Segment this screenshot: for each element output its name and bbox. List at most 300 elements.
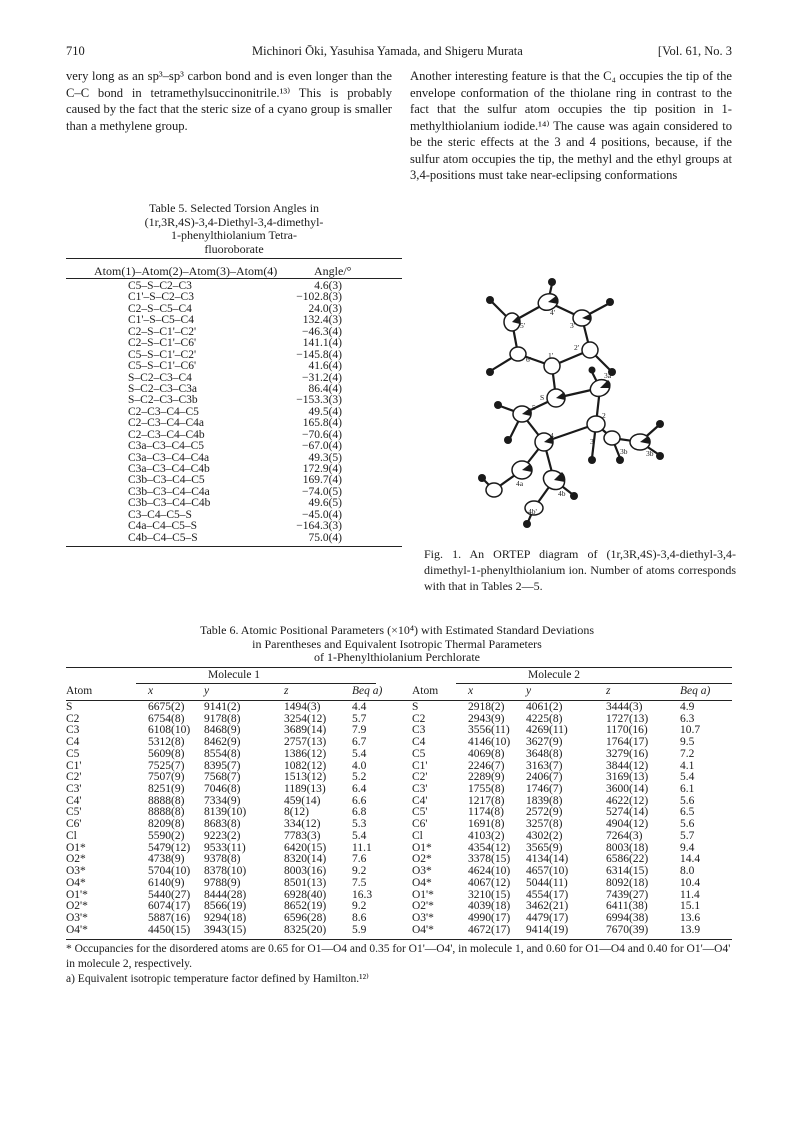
table6-header-z-m1: z: [284, 685, 289, 697]
table6-caption-line: in Parentheses and Equivalent Isotropic Thermal Parameters: [252, 636, 542, 651]
torsion-angle: 141.1(4): [302, 337, 342, 350]
table6-cell-x: 5440(27): [148, 888, 191, 901]
table6-cell-beq: 4.0: [352, 759, 367, 772]
atom-label: 4b': [528, 507, 537, 516]
molecule1-heading: Molecule 1: [208, 669, 261, 681]
table6-cell-y: 8378(10): [204, 865, 247, 878]
table6-cell-z: 3254(12): [284, 712, 327, 725]
table5-header: [66, 262, 402, 278]
torsion-angle: −31.2(4): [301, 371, 342, 384]
table6-cell-z: 6596(28): [284, 911, 327, 924]
torsion-angle: −74.0(5): [301, 485, 342, 498]
table6-cell-z: 8003(18): [606, 841, 649, 854]
table6-cell-atom: O1*: [66, 841, 86, 854]
table6-cell-y: 9414(19): [526, 923, 569, 936]
torsion-angle: 169.7(4): [302, 474, 342, 487]
atom-label: 2: [602, 411, 606, 420]
table6-footnotes: [66, 942, 732, 987]
running-header: [66, 44, 732, 60]
table6-cell-x: 5479(12): [148, 841, 191, 854]
table6-cell-y: 4554(17): [526, 888, 569, 901]
atom-label: 6': [526, 355, 532, 364]
table6-cell-y: 4657(10): [526, 865, 569, 878]
table6-cell-y: 5044(11): [526, 876, 568, 889]
torsion-atoms: C3a–C3–C4–C5: [128, 440, 205, 453]
table6-cell-beq: 15.1: [680, 900, 701, 913]
table6-cell-x: 1174(8): [468, 806, 504, 819]
table6-cell-z: 6586(22): [606, 853, 649, 866]
table6-cell-x: 4146(10): [468, 736, 511, 749]
table6-cell-y: 9378(8): [204, 853, 241, 866]
table6-cell-beq: 7.2: [680, 747, 695, 760]
table6-cell-y: 2406(7): [526, 771, 563, 784]
table6-cell-z: 8092(18): [606, 876, 649, 889]
table6-cell-beq: 10.7: [680, 724, 701, 737]
table6-cell-x: 4069(8): [468, 747, 505, 760]
table6-cell-beq: 5.4: [680, 771, 695, 784]
table6-cell-z: 3600(14): [606, 783, 649, 796]
torsion-angle: 172.9(4): [302, 463, 342, 475]
table6-cell-y: 8468(9): [204, 724, 241, 737]
table6-cell-y: 3163(7): [526, 759, 563, 772]
table6-cell-z: 7670(39): [606, 923, 649, 936]
table6-cell-atom: C2: [412, 712, 426, 725]
table6-cell-z: 2757(13): [284, 736, 327, 749]
torsion-atoms: C3–C4–C5–S: [128, 508, 192, 521]
table5-row: [66, 315, 402, 326]
table6-cell-x: 6108(10): [148, 724, 191, 737]
table6-cell-x: 1691(8): [468, 818, 505, 831]
table6-cell-x: 4624(10): [468, 865, 511, 878]
table6-cell-x: 4450(15): [148, 923, 191, 936]
table5-row: [66, 475, 402, 486]
table6-header-beq-m2: Beq a): [680, 685, 711, 697]
table6-row: [66, 831, 728, 843]
table6-cell-atom: O4'*: [412, 923, 434, 936]
table6-cell-beq: 4.9: [680, 701, 695, 713]
torsion-atoms: C5–S–C2–C3: [128, 280, 192, 292]
torsion-atoms: C2–S–C5–C4: [128, 302, 192, 315]
table6-cell-y: 9788(9): [204, 876, 241, 889]
table6-cell-y: 7046(8): [204, 783, 241, 796]
table6-cell-x: 2918(2): [468, 701, 505, 713]
torsion-angle: −102.8(3): [296, 291, 342, 304]
atom-label: 2': [574, 343, 580, 352]
table6-header-y-m1: y: [204, 685, 210, 697]
table6-caption: [66, 624, 728, 665]
atom-label: 3b: [620, 447, 628, 456]
table6-cell-atom: S: [412, 701, 419, 713]
table6-cell-beq: 6.8: [352, 806, 367, 819]
table6-cell-x: 4067(12): [468, 876, 511, 889]
table6-cell-y: 9141(2): [204, 701, 241, 713]
table6-row: [66, 925, 728, 937]
table6-cell-beq: 5.2: [352, 771, 367, 784]
table6-cell-z: 8325(20): [284, 923, 327, 936]
table6-cell-z: 8(12): [284, 806, 309, 819]
table6-cell-z: 4622(12): [606, 794, 649, 807]
torsion-atoms: C3a–C3–C4–C4b: [128, 463, 210, 475]
table6-header-x-m1: x: [148, 685, 154, 697]
table5-row: [66, 510, 402, 521]
table6-cell-y: 9223(2): [204, 829, 241, 842]
torsion-atoms: S–C2–C3–C3b: [128, 394, 198, 407]
table6-top-rule: [66, 667, 732, 668]
table6-cell-beq: 11.4: [680, 888, 700, 901]
table6-cell-x: 6754(8): [148, 712, 185, 725]
table6-cell-atom: O1*: [412, 841, 432, 854]
table6-header-atom-m1: Atom: [66, 685, 93, 697]
atom-label: 1': [548, 351, 554, 360]
table6-cell-beq: 7.6: [352, 853, 367, 866]
table6-cell-z: 8501(13): [284, 876, 327, 889]
table6-cell-z: 459(14): [284, 794, 321, 807]
table6-cell-atom: C4': [412, 794, 428, 807]
table5-row: [66, 292, 402, 303]
table5-row: [66, 418, 402, 429]
torsion-atoms: C5–S–C1'–C2': [128, 348, 197, 361]
table5-row: [66, 407, 402, 418]
table5-row: [66, 373, 402, 384]
table6-header-x-m2: x: [468, 685, 474, 697]
table6-cell-x: 8888(8): [148, 806, 185, 819]
table6-cell-beq: 6.1: [680, 783, 695, 796]
table5-col-angle: Angle/°: [314, 264, 352, 278]
table6-cell-beq: 14.4: [680, 853, 701, 866]
table6-cell-beq: 6.7: [352, 736, 367, 749]
table5-caption-line: 1-phenylthiolanium Tetra-: [171, 228, 297, 242]
table5-mid-rule: [66, 278, 402, 279]
table5-row: [66, 521, 402, 532]
torsion-atoms: S–C2–C3–C4: [128, 371, 192, 384]
table6-cell-z: 6314(15): [606, 865, 649, 878]
table6-cell-x: 7507(9): [148, 771, 185, 784]
table6-cell-x: 7525(7): [148, 759, 185, 772]
table6-row: [66, 878, 728, 890]
table6-cell-y: 2572(9): [526, 806, 563, 819]
table6-row: [66, 749, 728, 761]
torsion-atoms: C2–C3–C4–C4a: [128, 417, 205, 430]
table6-cell-x: 4039(18): [468, 900, 511, 913]
table6-cell-atom: S: [66, 701, 73, 713]
table6-cell-y: 8566(19): [204, 900, 247, 913]
table6-cell-beq: 9.4: [680, 841, 695, 854]
torsion-atoms: S–C2–C3–C3a: [128, 382, 198, 395]
table6-cell-beq: 8.0: [680, 865, 695, 878]
table6-cell-atom: O2'*: [412, 900, 434, 913]
table6-cell-z: 8320(14): [284, 853, 327, 866]
page-number: 710: [66, 44, 85, 58]
table6-cell-beq: 7.5: [352, 876, 367, 889]
table5-caption-line: (1r,3R,4S)-3,4-Diethyl-3,4-dimethyl-: [144, 214, 324, 229]
torsion-atoms: C2–C3–C4–C4b: [128, 428, 205, 441]
table6-cell-atom: C6': [412, 818, 428, 831]
table6-cell-atom: C3': [66, 783, 82, 796]
table6-cell-y: 8444(28): [204, 888, 247, 901]
table6-cell-z: 8003(16): [284, 865, 327, 878]
table6-row: [66, 784, 728, 796]
table6-cell-beq: 13.9: [680, 923, 701, 936]
molecule2-rule: [456, 683, 732, 684]
torsion-angle: −145.8(4): [296, 348, 342, 361]
table6-cell-y: 9533(11): [204, 841, 246, 854]
table5-row: [66, 395, 402, 406]
table6-cell-z: 8652(19): [284, 900, 327, 913]
table6-cell-y: 3565(9): [526, 841, 563, 854]
table6-cell-x: 3210(15): [468, 888, 511, 901]
torsion-angle: −67.0(4): [301, 440, 342, 453]
table6-cell-y: 9178(8): [204, 712, 241, 725]
table6-group-header: [0, 669, 793, 683]
table6-cell-z: 1494(3): [284, 701, 321, 713]
body-text-right: Another interesting feature is that the C₄ occupies the tip of the envelope conformation of the thiolane ring in contrast to the fact that the sulfur atom occupies the tip position in 1-methylthiolanium iodide.¹⁴⁾ The cause was again considered to be the steric effects at the 3 and 4 positions, because, if the sulfur atom occupies the tip, the methyl and the ethyl groups at 3,4-positions must take near-eclipsing conformations: [410, 69, 732, 182]
table6-cell-atom: C1': [66, 759, 82, 772]
table6-header-z-m2: z: [606, 685, 611, 697]
table6-cell-beq: 9.2: [352, 865, 367, 878]
atom-label: 5': [520, 321, 526, 330]
table6-cell-atom: O4*: [66, 876, 86, 889]
table6-cell-z: 1513(12): [284, 771, 327, 784]
table6-cell-x: 5312(8): [148, 736, 185, 749]
table6-cell-atom: O3*: [412, 865, 432, 878]
table6-cell-y: 3462(21): [526, 900, 569, 913]
table6-cell-beq: 9.2: [352, 900, 367, 913]
table6-cell-z: 3279(16): [606, 747, 649, 760]
table6-cell-y: 1839(8): [526, 794, 563, 807]
table6-cell-atom: C2: [66, 712, 80, 725]
table6-cell-y: 4134(14): [526, 853, 569, 866]
torsion-atoms: C3a–C3–C4–C4a: [128, 451, 210, 464]
table6-cell-z: 1170(16): [606, 724, 648, 737]
torsion-angle: −164.3(3): [296, 520, 342, 533]
table6-column-header: [66, 685, 728, 699]
table6-cell-x: 5590(2): [148, 829, 185, 842]
atom-labels: [516, 308, 656, 516]
table5-body: [66, 281, 402, 544]
table6-cell-beq: 5.4: [352, 829, 367, 842]
table6-cell-z: 7783(3): [284, 829, 321, 842]
table6-header-beq-m1: Beq a): [352, 685, 383, 697]
table6-cell-y: 8139(10): [204, 806, 247, 819]
table6-cell-atom: C3': [412, 783, 428, 796]
torsion-atoms: C4b–C4–C5–S: [128, 531, 198, 544]
torsion-angle: 24.0(3): [308, 302, 342, 315]
table6-cell-atom: C3: [66, 724, 80, 737]
table6-cell-y: 4061(2): [526, 701, 563, 713]
table6-cell-x: 4354(12): [468, 841, 511, 854]
torsion-angle: −45.0(4): [301, 508, 342, 521]
table6-cell-x: 8251(9): [148, 783, 185, 796]
table6-cell-y: 3257(8): [526, 818, 563, 831]
torsion-atoms: C5–S–C1'–C6': [128, 360, 197, 373]
table6-cell-x: 4990(17): [468, 911, 511, 924]
table6-cell-y: 3943(15): [204, 923, 247, 936]
table6-cell-beq: 8.6: [352, 911, 367, 924]
atom-label: 3b': [646, 449, 655, 458]
table5-caption-line: fluoroborate: [204, 241, 264, 256]
table5-row: [66, 453, 402, 464]
table6-cell-y: 7568(7): [204, 771, 241, 784]
table6-cell-beq: 13.6: [680, 911, 701, 924]
table6-cell-beq: 5.7: [680, 829, 695, 842]
table6-cell-x: 8209(8): [148, 818, 185, 831]
table5-row: [66, 464, 402, 475]
table6-cell-y: 1746(7): [526, 783, 563, 796]
table6-cell-beq: 5.9: [352, 923, 367, 936]
torsion-angle: −70.6(4): [301, 428, 342, 441]
torsion-atoms: C3b–C3–C4–C4a: [128, 485, 210, 498]
table6-row: [66, 913, 728, 925]
table6-cell-beq: 4.4: [352, 701, 367, 713]
molecule1-rule: [136, 683, 376, 684]
table5-row: [66, 384, 402, 395]
figure1-caption: Fig. 1. An ORTEP diagram of (1r,3R,4S)-3,4-diethyl-3,4-dimethyl-1-phenylthiolanium ion. Number of atoms corresponds with that in Tables 2—5.: [424, 547, 736, 593]
table6-cell-x: 6074(17): [148, 900, 191, 913]
table5-row: [66, 441, 402, 452]
table5-row: [66, 281, 402, 292]
torsion-atoms: C2–C3–C4–C5: [128, 405, 199, 418]
table6-cell-atom: O1'*: [412, 888, 434, 901]
table6-cell-z: 3689(14): [284, 724, 327, 737]
table6-header-atom-m2: Atom: [412, 685, 439, 697]
torsion-atoms: C4a–C4–C5–S: [128, 520, 198, 533]
table6-cell-y: 3648(8): [526, 747, 563, 760]
table5-caption-line: Table 5. Selected Torsion Angles in: [148, 201, 320, 215]
table6-cell-z: 6420(15): [284, 841, 327, 854]
footnote-a: a) Equivalent isotropic temperature factor defined by Hamilton.¹²⁾: [66, 973, 369, 985]
atom-label: 5: [532, 403, 536, 412]
table6-cell-y: 4479(17): [526, 911, 569, 924]
table6-cell-atom: C6': [66, 818, 82, 831]
table6-cell-beq: 6.4: [352, 783, 367, 796]
table6-cell-y: 8683(8): [204, 818, 241, 831]
torsion-angle: −46.3(4): [301, 325, 342, 338]
torsion-angle: 41.6(4): [308, 360, 342, 373]
table6-cell-atom: C5: [66, 747, 80, 760]
table6-caption-line: Table 6. Atomic Positional Parameters (×10⁴) with Estimated Standard Deviations: [199, 623, 595, 637]
table6-cell-atom: C3: [412, 724, 426, 737]
table6-row: [66, 702, 728, 714]
atom-label: 3: [590, 437, 594, 446]
torsion-angle: 49.6(5): [308, 497, 342, 510]
table5-row: [66, 361, 402, 372]
torsion-angle: 4.6(3): [314, 280, 342, 292]
table6-body: [66, 702, 728, 936]
table6-cell-y: 8554(8): [204, 747, 241, 760]
table6-cell-beq: 5.6: [680, 794, 695, 807]
table6-cell-beq: 9.5: [680, 736, 695, 749]
table6-cell-atom: Cl: [66, 829, 77, 842]
table6-cell-beq: 4.1: [680, 759, 695, 772]
torsion-angle: 165.8(4): [302, 417, 342, 430]
table6-cell-atom: C1': [412, 759, 428, 772]
torsion-atoms: C2–S–C1'–C2': [128, 325, 197, 338]
atom-label: S: [540, 393, 545, 402]
table5-top-rule: [66, 258, 402, 259]
table6-cell-z: 1764(17): [606, 736, 649, 749]
table6-cell-atom: C4: [412, 736, 426, 749]
table6-cell-x: 8888(8): [148, 794, 185, 807]
table6-cell-beq: 11.1: [352, 841, 372, 854]
table6-cell-atom: O2*: [66, 853, 86, 866]
table6-bottom-rule: [66, 939, 732, 940]
table6-cell-z: 7264(3): [606, 829, 643, 842]
table6-cell-z: 7439(27): [606, 888, 649, 901]
table6-cell-z: 1189(13): [284, 783, 326, 796]
torsion-atoms: C3b–C3–C4–C5: [128, 474, 205, 487]
table6-cell-atom: C4': [66, 794, 82, 807]
author-line: Michinori Ōki, Yasuhisa Yamada, and Shigeru Murata: [252, 44, 523, 58]
table6-cell-y: 3627(9): [526, 736, 563, 749]
table6-caption-line: of 1-Phenylthiolanium Perchlorate: [314, 650, 480, 664]
table6-cell-atom: Cl: [412, 829, 423, 842]
table6-cell-atom: O1'*: [66, 888, 88, 901]
table6-cell-x: 2943(9): [468, 712, 505, 725]
table6-cell-beq: 10.4: [680, 876, 701, 889]
table6-cell-z: 1727(13): [606, 712, 649, 725]
table6-cell-atom: O4*: [412, 876, 432, 889]
table6-cell-x: 6675(2): [148, 701, 185, 713]
table6-cell-x: 4103(2): [468, 829, 505, 842]
table6-cell-atom: O2*: [412, 853, 432, 866]
table5-row: [66, 487, 402, 498]
table6-cell-atom: O3'*: [412, 911, 434, 924]
table6-cell-beq: 5.4: [352, 747, 367, 760]
table5-row: [66, 304, 402, 315]
table6-cell-atom: C5': [412, 806, 428, 819]
atom-label: 4: [550, 431, 554, 440]
table5-row: [66, 498, 402, 509]
table6-cell-z: 3169(13): [606, 771, 649, 784]
table6-cell-y: 9294(18): [204, 911, 247, 924]
journal-volume: [Vol. 61, No. 3: [657, 44, 732, 58]
torsion-atoms: C2–S–C1'–C6': [128, 337, 197, 350]
table6-cell-beq: 5.7: [352, 712, 367, 725]
table6-cell-x: 2289(9): [468, 771, 505, 784]
table6-cell-x: 3556(11): [468, 724, 510, 737]
torsion-angle: 49.3(5): [308, 451, 342, 464]
torsion-angle: 49.5(4): [308, 405, 342, 418]
torsion-atoms: C1'–S–C5–C4: [128, 314, 194, 327]
table6-cell-beq: 5.6: [680, 818, 695, 831]
table6-cell-x: 5887(16): [148, 911, 191, 924]
table6-cell-beq: 7.9: [352, 724, 367, 737]
table6-cell-x: 5609(8): [148, 747, 185, 760]
table6-cell-y: 4302(2): [526, 829, 563, 842]
atom-label: 3': [570, 321, 576, 330]
atom-label: 3a: [604, 371, 612, 380]
table6-cell-z: 1082(12): [284, 759, 327, 772]
table6-cell-atom: O3*: [66, 865, 86, 878]
table6-cell-atom: C4: [66, 736, 80, 749]
table6-cell-x: 2246(7): [468, 759, 505, 772]
table6-cell-z: 5274(14): [606, 806, 649, 819]
footnote-star: * Occupancies for the disordered atoms are 0.65 for O1—O4 and 0.35 for O1'—O4', in molecule 1, and 0.60 for O1—O4 and 0.40 for O1'—O4' in molecule 2, respectively.: [66, 943, 731, 970]
table5-row: [66, 350, 402, 361]
table6-cell-z: 334(12): [284, 818, 321, 831]
atom-label: 4a: [516, 479, 524, 488]
table6-cell-y: 7334(9): [204, 794, 241, 807]
body-text-left: very long as an sp³–sp³ carbon bond and is even longer than the C–C bond in tetramethylsuccinonitrile.¹³⁾ This is probably caused by the fact that the steric size of a cyano group is smaller than a methylene group.: [66, 69, 392, 133]
table6-cell-z: 6994(38): [606, 911, 649, 924]
torsion-angle: 75.0(4): [308, 531, 342, 544]
table6-cell-x: 4738(9): [148, 853, 185, 866]
table6-cell-beq: 6.6: [352, 794, 367, 807]
table6-cell-x: 4672(17): [468, 923, 511, 936]
table6-cell-x: 3378(15): [468, 853, 511, 866]
table6-cell-x: 5704(10): [148, 865, 191, 878]
table6-cell-atom: O4'*: [66, 923, 88, 936]
